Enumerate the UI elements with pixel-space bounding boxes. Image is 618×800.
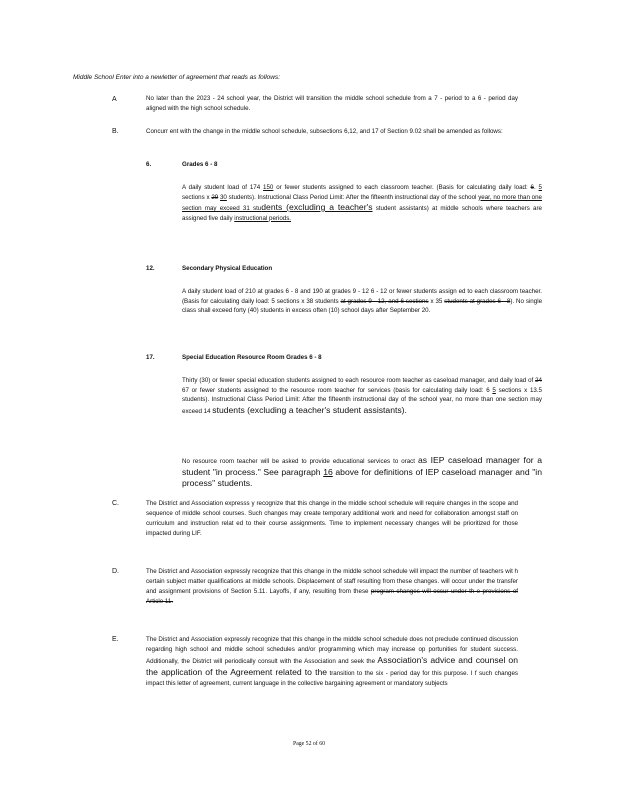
subsection-12-paragraph: A daily student load of 210 at grades 6 - 8 and 190 at grades 9 - 12 6 - 12 or fewer students assign ed to each classroom teacher. (Basis for calculating daily load: 5 sections x 38 students at grades 9 - 12, and 6 sections x 35 students at grades 6 - 8). No single class shall exceed forty (40) students in excess often (10) school days after September 20. bbox=[182, 288, 543, 314]
section-c-text: The District and Association expresss y recognize that this change in the middle school schedule will require changes in the scope and sequence of middle school courses. Such changes may create temporary additional work and need for collaboration amongst staff on curriculum and instruction relat ed to their course assignments. Time to implement necessary changes will be prioritized for those impacted during LIF. bbox=[146, 500, 518, 537]
section-c-letter: C. bbox=[112, 500, 119, 507]
subsection-17-title: Special Education Resource Room Grades 6 - 8 bbox=[182, 354, 322, 361]
subsection-12-number: 12. bbox=[146, 265, 155, 272]
subsection-12-title: Secondary Physical Education bbox=[182, 265, 273, 272]
section-d-text: The District and Association expressly recognize that this change in the middle school schedule will impact the number of teachers wit h certain subject matter qualifications at middle schools. Displacement of staff resulting from these changes. will occur under the transfer and assignment provisions of Section 5.11. Layoffs, if any, resulting from these program changes will occur under th e provisions of Article 11. bbox=[146, 568, 518, 605]
section-a-letter: A bbox=[112, 96, 117, 103]
subsection-6-paragraph: A daily student load of 174 150 or fewer students assigned to each classroom teacher. (Basis for calculating daily load: 6. 5 sections x 29 30 students). Instructional Class Period Limit: After the fifteenth instructional day of the school year, no more than one section may exceed 31 students (excluding a teacher's student assistants) at middle schools where teachers are assigned five daily instructional periods. bbox=[182, 184, 542, 222]
page-number: Page 52 of 60 bbox=[292, 741, 326, 747]
subsection-17-paragraph-2: No resource room teacher will be asked to provide educational services to oract as IEP caseload manager for a student "in process." See paragraph 16 above for definitions of IEP caseload manager and "in process" students. bbox=[182, 455, 542, 488]
subsection-6-title: Grades 6 - 8 bbox=[182, 161, 218, 168]
section-e-text: The District and Association expressly recognize that this change in the middle school schedule does not preclude continued discussion regarding high school and middle school schedules and/or programming which may increase op portunities for student success. Additionally, the District will periodically consult with the Association and seek the Association's advice and counsel on the application of the Agreement related to the transition to the six - period day for this purpose. I f such changes impact this letter of agreement, current language in the collective bargaining agreement or mandatory subjects bbox=[146, 636, 518, 687]
intro-line: Middle School Enter into a newletter of agreement that reads as follows: bbox=[73, 74, 281, 81]
section-d-letter: D. bbox=[112, 568, 119, 575]
subsection-17-paragraph-1: Thirty (30) or fewer special education students assigned to each resource room teacher as caseload manager, and daily load of 24 67 or fewer students assigned to the resource room teacher for services (basis for calculating daily load: 6 5 sections x 13.5 students). Instructional Class Period Limit: After the fifteenth instructional day of the school year, no more than one section may exceed 14 students (excluding a teacher's student assistants). bbox=[182, 377, 542, 415]
subsection-6-number: 6. bbox=[146, 161, 152, 168]
subsection-17-number: 17. bbox=[146, 354, 155, 361]
section-a-text: No later than the 2023 - 24 school year, the District will transition the middle school schedule from a 7 - period to a 6 - period day aligned with the high school schedule. bbox=[146, 95, 518, 112]
section-e-letter: E. bbox=[112, 636, 119, 643]
section-b-letter: B. bbox=[112, 128, 119, 135]
section-b-text: Concurr ent with the change in the middle school schedule, subsections 6,12, and 17 of Section 9.02 shall be amended as follows: bbox=[146, 128, 503, 135]
